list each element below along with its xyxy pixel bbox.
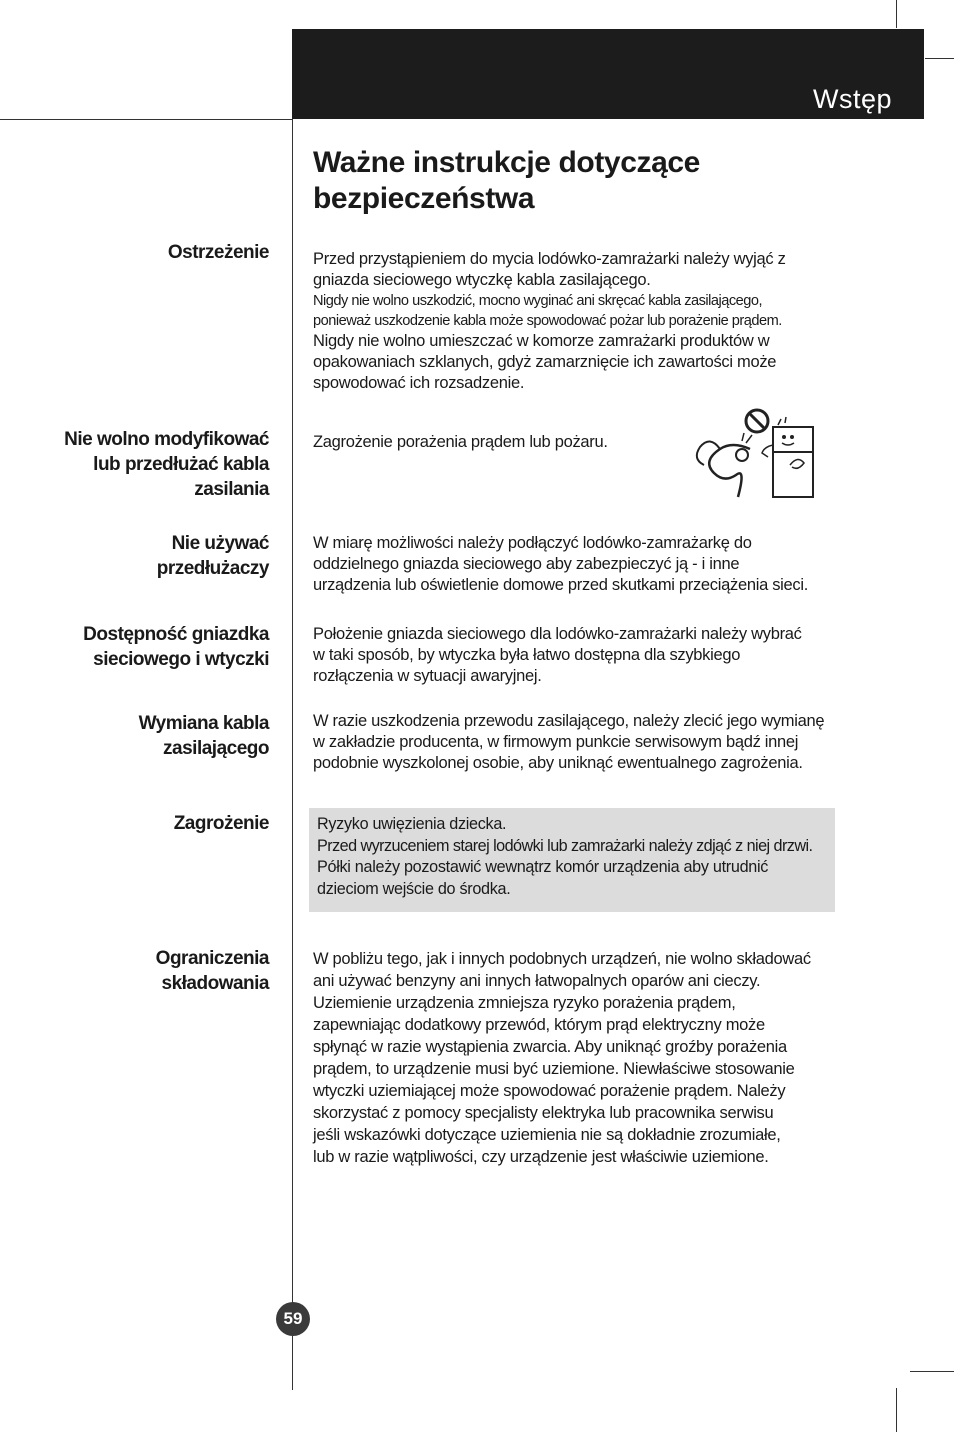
text-line: Położenie gniazda sieciowego dla lodówko-zamrażarki należy wybrać (313, 625, 802, 643)
label-line: składowania (161, 973, 269, 994)
label-hazard (174, 811, 269, 836)
label-line: przedłużaczy (156, 558, 269, 579)
text-line: Półki należy pozostawić wewnątrz komór urządzenia aby utrudnić (317, 858, 769, 876)
page-heading-line: bezpieczeństwa (313, 182, 535, 215)
text-line: rozłączenia w sytuacji awaryjnej. (313, 667, 542, 685)
text-line: Przed wyrzuceniem starej lodówki lub zamrażarki należy zdjąć z niej drzwi. (317, 836, 813, 855)
text-line: jeśli wskazówki dotyczące uziemienia nie są dokładnie zrozumiałe, (313, 1126, 781, 1144)
label-no-extension (157, 531, 269, 581)
label-line: Dostępność gniazdka (83, 624, 269, 645)
text-line: spowodować ich rozsadzenie. (313, 374, 525, 392)
text-line: Zagrożenie porażenia prądem lub pożaru. (313, 433, 608, 451)
header-rule (0, 119, 292, 120)
column-divider (292, 29, 293, 1390)
page-heading (313, 145, 873, 217)
page-heading-line: Ważne instrukcje dotyczące (313, 146, 700, 179)
label-line: Ostrzeżenie (167, 242, 269, 263)
label-line: Zagrożenie (173, 813, 269, 834)
text-line: W miarę możliwości należy podłączyć lodówko-zamrażarkę do (313, 534, 752, 552)
text-line: Przed przystąpieniem do mycia lodówko-zamrażarki należy wyjąć z (313, 250, 786, 268)
text-line: ani używać benzyny ani innych łatwopalnych oparów ani cieczy. (313, 972, 761, 990)
text-line: Uziemienie urządzenia zmniejsza ryzyko porażenia prądem, (313, 994, 736, 1012)
text-line: opakowaniach szklanych, gdyż zamarznięcie ich zawartości może (313, 353, 777, 371)
text-line-small: Nigdy nie wolno uszkodzić, mocno wyginać ani skręcać kabla zasilającego, (313, 293, 763, 309)
text-line: w taki sposób, by wtyczka była łatwo dostępna dla szybkiego (313, 646, 741, 664)
label-warning (168, 240, 269, 265)
text-line: W pobliżu tego, jak i innych podobnych urządzeń, nie wolno składować (313, 950, 811, 968)
text-warning (313, 249, 838, 394)
label-storage (156, 946, 269, 996)
label-line: sieciowego i wtyczki (93, 649, 269, 670)
text-line: W razie uszkodzenia przewodu zasilającego, należy zlecić jego wymianę (313, 712, 825, 730)
text-line-small: ponieważ uszkodzenie kabla może spowodować pożar lub porażenie prądem. (313, 313, 782, 329)
text-storage (313, 948, 838, 1168)
no-modify-cable-fridge-icon (680, 405, 820, 505)
text-line: skorzystać z pomocy specjalisty elektryka lub pracownika serwisu (313, 1104, 774, 1122)
crop-mark-bottom-horizontal (910, 1371, 954, 1372)
label-line: zasilającego (163, 738, 269, 759)
text-socket-access (313, 624, 838, 687)
crop-mark-top-horizontal (925, 58, 954, 59)
text-cable-replacement (313, 711, 838, 774)
text-line: lub w razie wątpliwości, czy urządzenie jest właściwie uziemione. (313, 1148, 769, 1166)
text-line: wtyczki uziemiającej może spowodować porażenie prądem. Należy (313, 1082, 786, 1100)
section-title: Wstęp (812, 84, 892, 114)
text-hazard (317, 814, 832, 900)
label-line: zasilania (194, 479, 269, 500)
text-line: w zakładzie producenta, w firmowym punkcie serwisowym bądź innej (313, 733, 799, 751)
text-line: dzieciom wejście do środka. (317, 879, 511, 898)
label-line: Nie wolno modyfikować (64, 429, 269, 450)
crop-mark-bottom-vertical (896, 1388, 897, 1432)
label-line: Ograniczenia (155, 948, 269, 969)
label-line: Nie używać (171, 533, 269, 554)
text-line: podobnie wyszkolonej osobie, aby uniknąć ewentualnego zagrożenia. (313, 754, 803, 772)
page-number: 59 (276, 1302, 310, 1336)
crop-mark-top-vertical (896, 0, 897, 28)
text-line: Nigdy nie wolno umieszczać w komorze zamrażarki produktów w (313, 332, 770, 350)
text-line: gniazda sieciowego wtyczkę kabla zasilającego. (313, 271, 651, 289)
text-line: oddzielnego gniazda sieciowego aby zabezpieczyć ją - i inne (313, 555, 740, 573)
text-no-extension (313, 533, 838, 596)
text-line: urządzenia lub oświetlenie domowe przed skutkami przeciążenia sieci. (313, 576, 809, 594)
label-cable-replacement (139, 711, 269, 761)
label-no-modify (64, 427, 269, 502)
text-line: prądem, to urządzenie musi być uziemione. Niewłaściwe stosowanie (313, 1060, 795, 1078)
text-line: spłynąć w razie wystąpienia zwarcia. Aby uniknąć groźby porażenia (313, 1038, 787, 1056)
label-line: lub przedłużać kabla (93, 454, 269, 475)
text-line: zapewniając dodatkowy przewód, którym prąd elektryczny może (313, 1016, 765, 1034)
label-socket-access (83, 622, 269, 672)
text-line: Ryzyko uwięzienia dziecka. (317, 815, 507, 833)
label-line: Wymiana kabla (138, 713, 269, 734)
